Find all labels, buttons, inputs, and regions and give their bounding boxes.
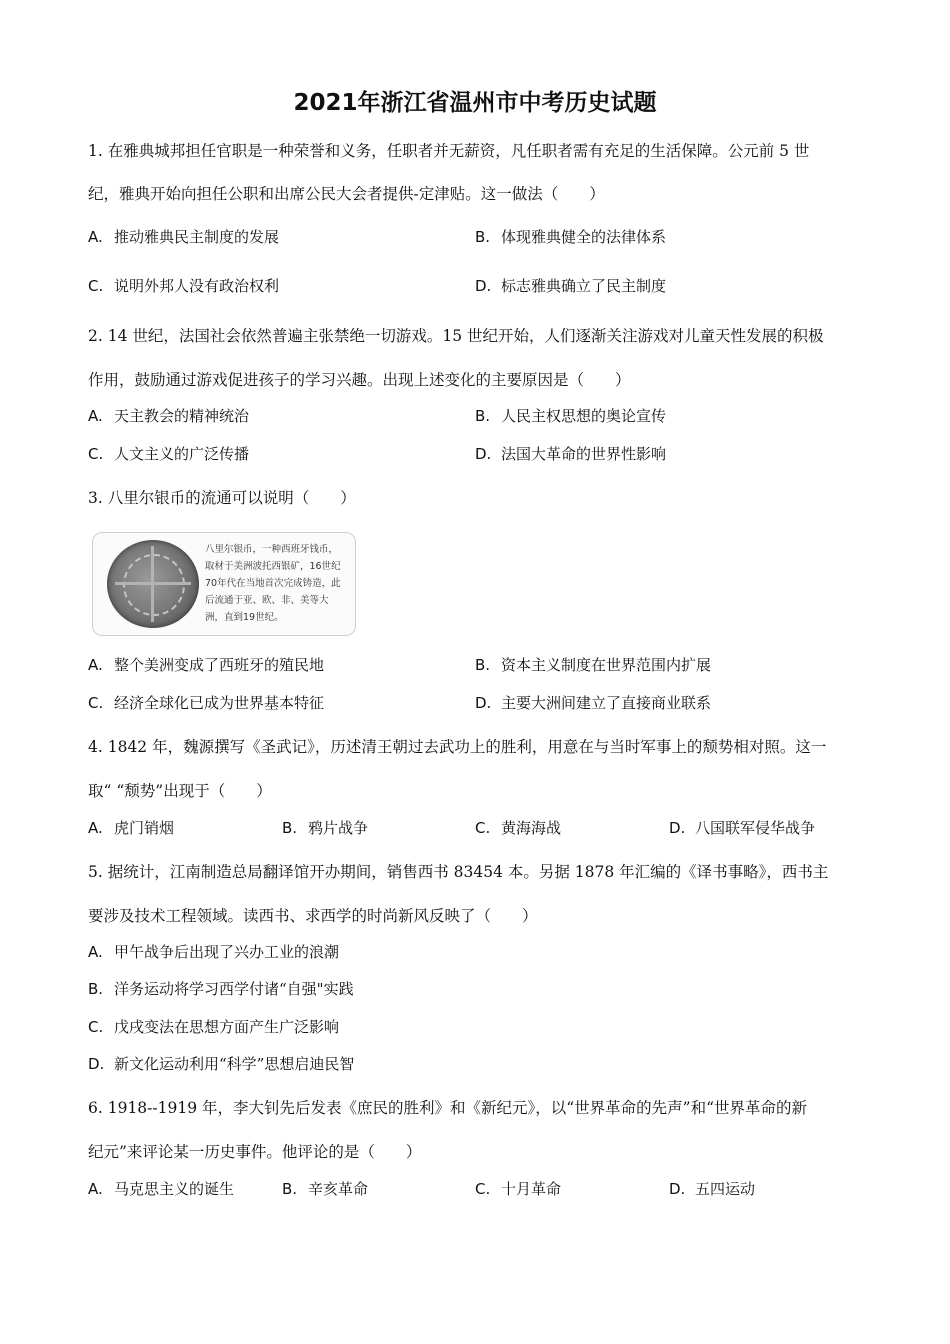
option-letter: D.: [669, 819, 686, 837]
option-letter: A.: [88, 943, 103, 961]
option-letter: D.: [88, 1055, 105, 1073]
coin-cross-vertical: [151, 546, 154, 622]
question-6-option-a[interactable]: [88, 1178, 234, 1199]
silver-coin-image: [107, 540, 199, 628]
question-4-stem-line-2: 取“ “颓势”出现于（ ）: [88, 782, 272, 800]
question-2-stem-line-1: 2. 14 世纪，法国社会依然普遍主张禁绝一切游戏。15 世纪开始，人们逐渐关注游戏对儿童天性发展的积极: [88, 327, 824, 345]
option-text: 辛亥革命: [308, 1180, 369, 1198]
question-1-stem-line-1: 1. 在雅典城邦担任官职是一种荣誉和义务，任职者并无薪资，凡任职者需有充足的生活保障。公元前 5 世: [88, 142, 810, 160]
question-1-option-a[interactable]: [88, 226, 279, 247]
option-text: 标志雅典确立了民主制度: [501, 277, 667, 295]
question-3-option-c[interactable]: [88, 692, 324, 713]
question-6-option-d[interactable]: [669, 1178, 755, 1199]
option-text: 经济全球化已成为世界基本特征: [114, 694, 325, 712]
option-text: 戊戌变法在思想方面产生广泛影响: [114, 1018, 340, 1036]
question-3-option-b[interactable]: [475, 654, 711, 675]
option-text: 甲午战争后出现了兴办工业的浪潮: [114, 943, 340, 961]
question-5-stem-line-1: 5. 据统计，江南制造总局翻译馆开办期间，销售西书 83454 本。另据 1878 年汇编的《译书事略》，西书主: [88, 863, 829, 881]
option-letter: A.: [88, 228, 103, 246]
option-text: 天主教会的精神统治: [114, 407, 250, 425]
question-1-option-c[interactable]: [88, 275, 279, 296]
question-2-option-a[interactable]: [88, 405, 249, 426]
option-text: 体现雅典健全的法律体系: [501, 228, 667, 246]
question-2-option-b[interactable]: [475, 405, 666, 426]
coin-caption: 八里尔银币，一种西班牙钱币，取材于美洲波托西银矿，16世纪70年代在当地首次完成铸造，此后流通于亚、欧、非、美等大洲，直到19世纪。: [205, 544, 341, 623]
question-5-option-b[interactable]: [88, 978, 354, 999]
question-5-stem-line-2: 要涉及技术工程领域。读西书、求西学的时尚新风反映了（ ）: [88, 907, 538, 925]
option-letter: B.: [475, 228, 491, 246]
question-5-option-c[interactable]: [88, 1016, 339, 1037]
question-2-stem-line-2: 作用，鼓励通过游戏促进孩子的学习兴趣。出现上述变化的主要原因是（ ）: [88, 371, 631, 389]
question-3-option-d[interactable]: [475, 692, 711, 713]
question-5-option-d[interactable]: [88, 1053, 354, 1074]
coin-rim: [123, 554, 185, 616]
option-letter: D.: [475, 277, 492, 295]
option-letter: B.: [88, 980, 104, 998]
option-text: 五四运动: [695, 1180, 756, 1198]
option-text: 虎门销烟: [114, 819, 175, 837]
question-6-stem-line-1: 6. 1918--1919 年，李大钊先后发表《庶民的胜利》和《新纪元》，以“世界革命的先声”和“世界革命的新: [88, 1099, 808, 1117]
option-text: 新文化运动利用“科学”思想启迪民智: [114, 1055, 355, 1073]
option-letter: B.: [475, 407, 491, 425]
option-text: 黄海海战: [501, 819, 562, 837]
option-text: 整个美洲变成了西班牙的殖民地: [114, 656, 325, 674]
option-text: 洋务运动将学习西学付诸“自强"实践: [114, 980, 354, 998]
option-letter: C.: [88, 1018, 104, 1036]
question-5-option-a[interactable]: [88, 941, 339, 962]
option-letter: C.: [88, 277, 104, 295]
option-letter: D.: [475, 694, 492, 712]
question-2-option-d[interactable]: [475, 443, 666, 464]
question-6-option-b[interactable]: [282, 1178, 368, 1199]
question-3-stem-line-1: 3. 八里尔银币的流通可以说明（ ）: [88, 489, 356, 507]
page-title: 2021年浙江省温州市中考历史试题: [293, 90, 657, 116]
option-letter: A.: [88, 407, 103, 425]
option-letter: D.: [669, 1180, 686, 1198]
option-text: 十月革命: [501, 1180, 562, 1198]
question-1-option-d[interactable]: [475, 275, 666, 296]
question-4-option-c[interactable]: [475, 817, 561, 838]
option-letter: C.: [88, 445, 104, 463]
option-letter: A.: [88, 819, 103, 837]
question-2-option-c[interactable]: [88, 443, 249, 464]
option-letter: C.: [475, 819, 491, 837]
option-text: 资本主义制度在世界范围内扩展: [501, 656, 712, 674]
coin-illustration: [92, 532, 356, 636]
question-6-stem-line-2: 纪元”来评论某一历史事件。他评论的是（ ）: [88, 1143, 422, 1161]
question-4-stem-line-1: 4. 1842 年，魏源撰写《圣武记》，历述清王朝过去武功上的胜利，用意在与当时军事上的颓势相对照。这一: [88, 738, 827, 756]
option-letter: B.: [282, 1180, 298, 1198]
option-letter: B.: [475, 656, 491, 674]
option-letter: A.: [88, 656, 103, 674]
question-4-option-d[interactable]: [669, 817, 815, 838]
option-text: 八国联军侵华战争: [695, 819, 816, 837]
question-1-stem-line-2: 纪，雅典开始向担任公职和出席公民大会者提供-定津贴。这一做法（ ）: [88, 185, 605, 203]
option-letter: C.: [475, 1180, 491, 1198]
option-text: 人民主权思想的奥论宣传: [501, 407, 667, 425]
option-letter: D.: [475, 445, 492, 463]
question-1-option-b[interactable]: [475, 226, 666, 247]
question-4-option-b[interactable]: [282, 817, 368, 838]
question-6-option-c[interactable]: [475, 1178, 561, 1199]
option-text: 鸦片战争: [308, 819, 369, 837]
option-text: 主要大洲间建立了直接商业联系: [501, 694, 712, 712]
option-text: 法国大革命的世界性影响: [501, 445, 667, 463]
option-text: 马克思主义的诞生: [114, 1180, 235, 1198]
option-letter: C.: [88, 694, 104, 712]
option-letter: B.: [282, 819, 298, 837]
question-4-option-a[interactable]: [88, 817, 174, 838]
option-letter: A.: [88, 1180, 103, 1198]
option-text: 人文主义的广泛传播: [114, 445, 250, 463]
question-3-option-a[interactable]: [88, 654, 324, 675]
option-text: 说明外邦人没有政治权利: [114, 277, 280, 295]
option-text: 推动雅典民主制度的发展: [114, 228, 280, 246]
